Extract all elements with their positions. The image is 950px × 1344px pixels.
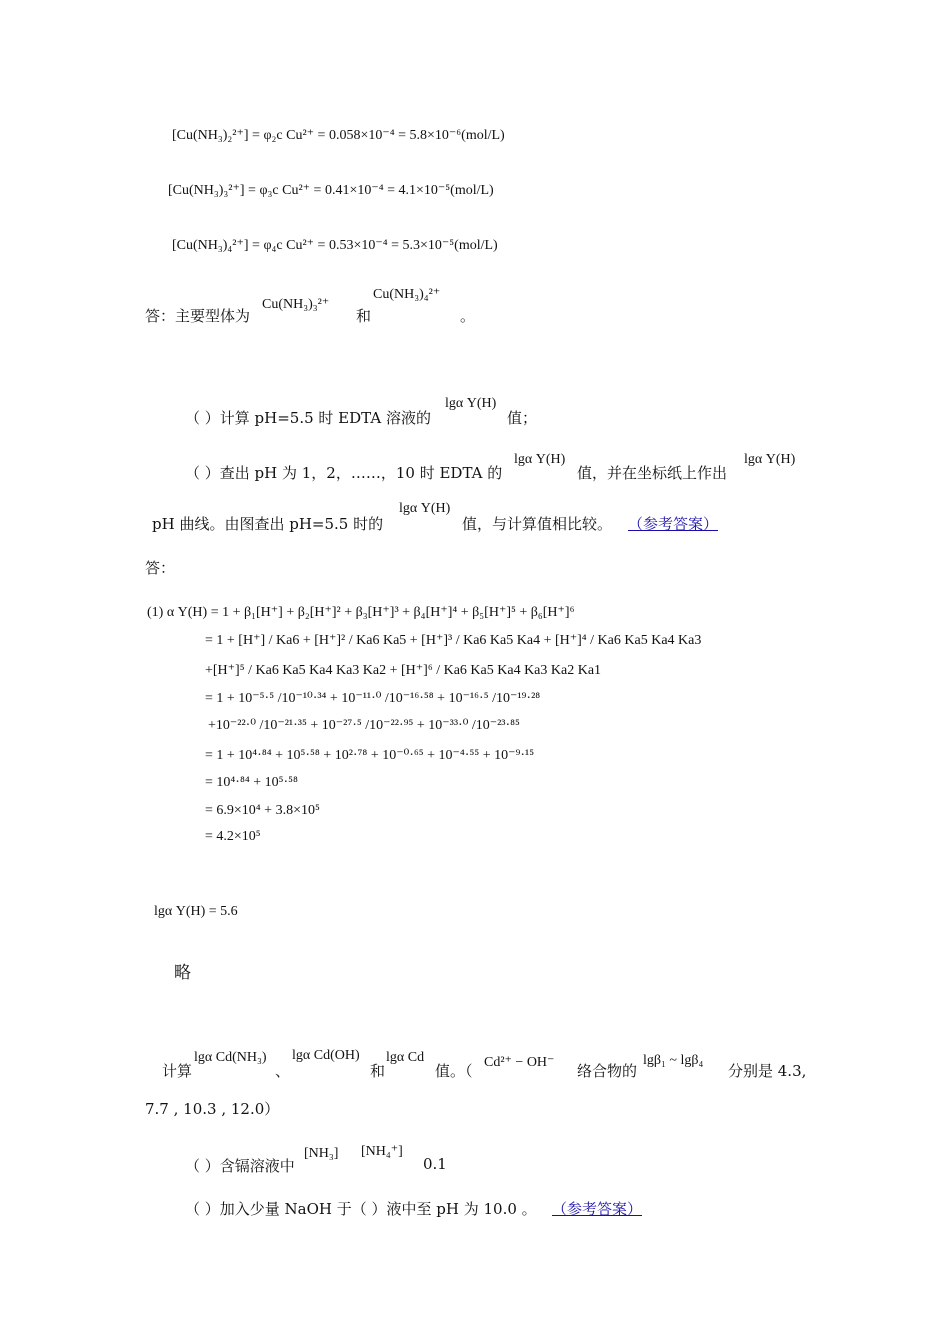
q2-part-b-symbol-2: lgα Y(H)	[744, 452, 796, 467]
derivation-line: = 4.2×10⁵	[205, 829, 261, 844]
q2-part-c-mid: 值，与计算值相比较。	[462, 515, 613, 533]
q3-part-a-nh3: [NH₃]	[304, 1146, 339, 1161]
answer1-end: 。	[460, 307, 476, 325]
derivation-line: = 1 + [H⁺] / Ka6 + [H⁺]² / Ka6 Ka5 + [H⁺]³ / Ka6 Ka5 Ka4 + [H⁺]⁴ / Ka6 Ka5 Ka4 Ka3	[205, 633, 702, 648]
derivation-line: = 6.9×10⁴ + 3.8×10⁵	[205, 803, 320, 818]
q2-part-b-symbol: lgα Y(H)	[514, 452, 566, 467]
q2-part-c-symbol: lgα Y(H)	[399, 501, 451, 516]
q3-symbol-cd: lgα Cd	[386, 1050, 425, 1065]
q2-part-b-text: （ ）查出 pH 为 1，2，……，10 时 EDTA 的	[185, 464, 503, 482]
formula-cu-nh3-3: [Cu(NH₃)₃²⁺] = φ₃c Cu²⁺ = 0.41×10⁻⁴ = 4.1×10⁻⁵(mol/L)	[168, 183, 494, 198]
derivation-line: = 1 + 10⁴·⁸⁴ + 10⁵·⁵⁸ + 10²·⁷⁸ + 10⁻⁰·⁶⁵ + 10⁻⁴·⁵⁵ + 10⁻⁹·¹⁵	[205, 748, 535, 763]
q3-part-a-value: 0.1	[423, 1155, 447, 1173]
q3-part-a-nh4: [NH₄⁺]	[361, 1144, 403, 1159]
q3-tail: 分别是 4.3,	[728, 1062, 807, 1080]
q3-prefix: 计算	[162, 1062, 193, 1080]
q3-mid: 值。（	[435, 1062, 473, 1080]
q3-separator: 、	[275, 1062, 291, 1080]
derivation-line: +[H⁺]⁵ / Ka6 Ka5 Ka4 Ka3 Ka2 + [H⁺]⁶ / Ka6 Ka5 Ka4 Ka3 Ka2 Ka1	[205, 663, 602, 678]
q2-part-a-symbol: lgα Y(H)	[445, 396, 497, 411]
q3-part-a-text: （ ）含镉溶液中	[185, 1157, 295, 1175]
q3-and: 和	[370, 1062, 386, 1080]
q3-mid2: 络合物的	[577, 1062, 638, 1080]
q2-part-b-mid: 值，并在坐标纸上作出	[577, 464, 728, 482]
q3-tail-2: 7.7 , 10.3 , 12.0）	[145, 1100, 280, 1118]
q3-symbol-cd-oh: lgα Cd(OH)	[292, 1048, 360, 1063]
q2-part-a-text: （ ）计算 pH=5.5 时 EDTA 溶液的	[185, 409, 431, 427]
q3-part-b-text: （ ）加入少量 NaOH 于（ ）液中至 pH 为 10.0 。	[185, 1200, 537, 1218]
q2-answer-link[interactable]: （参考答案）	[628, 515, 719, 533]
answer1-and: 和	[356, 307, 372, 325]
answer1-species-a: Cu(NH₃)₃²⁺	[262, 297, 330, 312]
formula-cu-nh3-2: [Cu(NH₃)₂²⁺] = φ₂c Cu²⁺ = 0.058×10⁻⁴ = 5.8×10⁻⁶(mol/L)	[172, 128, 505, 143]
formula-cu-nh3-4: [Cu(NH₃)₄²⁺] = φ₄c Cu²⁺ = 0.53×10⁻⁴ = 5.3×10⁻⁵(mol/L)	[172, 238, 498, 253]
answer2-result: lgα Y(H) = 5.6	[154, 904, 238, 919]
q3-beta: lgβ₁ ~ lgβ₄	[643, 1053, 704, 1068]
derivation-line: = 1 + 10⁻⁵·⁵ /10⁻¹⁰·³⁴ + 10⁻¹¹·⁰ /10⁻¹⁶·⁵⁸ + 10⁻¹⁶·⁵ /10⁻¹⁹·²⁸	[205, 691, 541, 706]
q3-answer-link[interactable]: （参考答案）	[552, 1200, 643, 1218]
q3-symbol-cd-nh3: lgα Cd(NH₃)	[194, 1050, 267, 1065]
answer2-omit: 略	[174, 963, 191, 983]
answer2-label: 答：	[145, 559, 176, 577]
q2-part-c-text: pH 曲线。由图查出 pH=5.5 时的	[152, 515, 384, 533]
answer1-prefix: 答：主要型体为	[145, 307, 251, 325]
derivation-line: +10⁻²²·⁰ /10⁻²¹·³⁵ + 10⁻²⁷·⁵ /10⁻²²·⁹⁵ + 10⁻³³·⁰ /10⁻²³·⁸⁵	[208, 718, 520, 733]
derivation-line: = 10⁴·⁸⁴ + 10⁵·⁵⁸	[205, 775, 298, 790]
q2-part-a-end: 值；	[507, 409, 538, 427]
q3-complex: Cd²⁺ − OH⁻	[484, 1055, 555, 1070]
answer1-species-b: Cu(NH₃)₄²⁺	[373, 287, 441, 302]
derivation-line: (1) α Y(H) = 1 + β₁[H⁺] + β₂[H⁺]² + β₃[H⁺]³ + β₄[H⁺]⁴ + β₅[H⁺]⁵ + β₆[H⁺]⁶	[147, 605, 575, 620]
